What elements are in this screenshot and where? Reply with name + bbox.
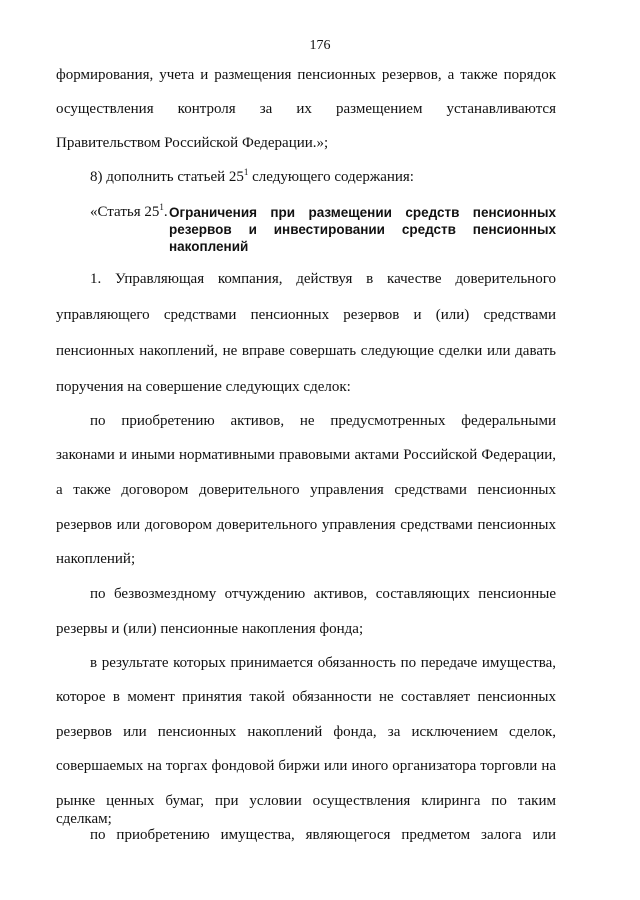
text-line: управляющего средствами пенсионных резервов и (или) средствами — [56, 307, 556, 323]
text-line: резервов или пенсионных накоплений фонда, за исключением сделок, — [56, 724, 556, 740]
text-line: резервы и (или) пенсионные накопления фонда; — [56, 621, 364, 637]
text-line: резервов или договором доверительного управления средствами пенсионных — [56, 517, 556, 533]
text-line: осуществления контроля за их размещением устанавливаются — [56, 101, 556, 117]
text-line: Правительством Российской Федерации.»; — [56, 135, 329, 151]
text-line: совершаемых на торгах фондовой биржи или иного организатора торговли на — [56, 758, 556, 774]
item-8: 8) дополнить статьей $25^1$ следующего содержания: — [90, 167, 414, 185]
page-number: 176 — [309, 38, 331, 53]
text-line: 1. Управляющая компания, действуя в качестве доверительного — [90, 271, 556, 287]
text-line: пенсионных накоплений, не вправе совершать следующие сделки или давать — [56, 343, 556, 359]
text-line: в результате которых принимается обязанность по передаче имущества, — [90, 655, 556, 671]
text-line: а также договором доверительного управления средствами пенсионных — [56, 482, 556, 498]
heading-line: накоплений — [169, 239, 249, 254]
text-line: которое в момент принятия такой обязанности не составляет пенсионных — [56, 689, 556, 705]
text-line: рынке ценных бумаг, при условии осуществления клиринга по таким сделкам; — [56, 793, 556, 827]
article-heading — [169, 204, 556, 255]
heading-line: резервов и инвестировании средств пенсионных — [169, 222, 556, 237]
text-line: по безвозмездному отчуждению активов, составляющих пенсионные — [90, 586, 556, 602]
text-line: законами и иными нормативными правовыми актами Российской Федерации, — [56, 447, 556, 463]
heading-line: Ограничения при размещении средств пенсионных — [169, 205, 556, 220]
text-line: поручения на совершение следующих сделок: — [56, 379, 351, 395]
text-line: формирования, учета и размещения пенсионных резервов, а также порядок — [56, 67, 556, 83]
text-line: по приобретению активов, не предусмотренных федеральными — [90, 413, 556, 429]
text-line: по приобретению имущества, являющегося предметом залога или — [90, 827, 556, 843]
text-line: накоплений; — [56, 551, 136, 567]
article-label: «Статья $25^1$. — [90, 202, 168, 220]
